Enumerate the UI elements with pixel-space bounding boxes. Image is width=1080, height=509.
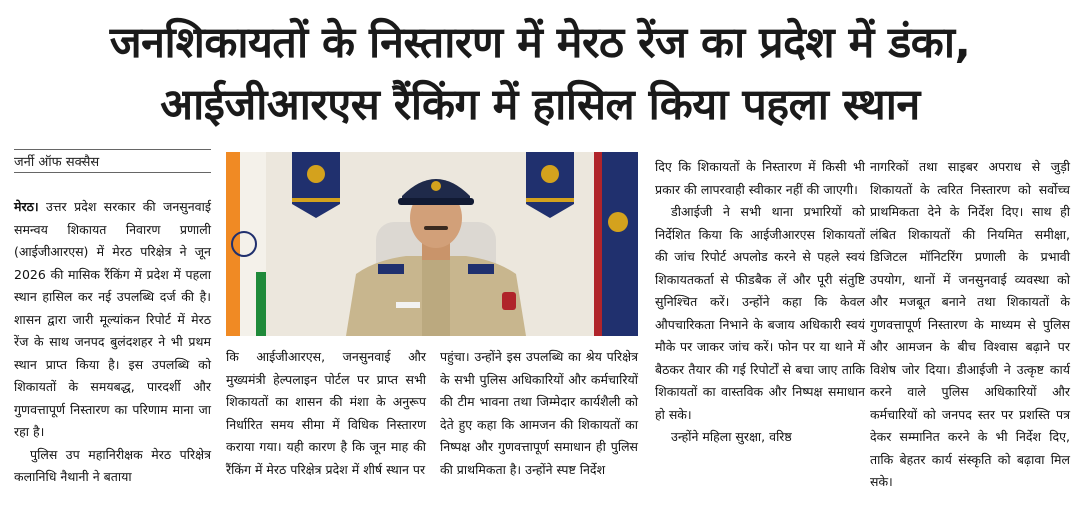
headline-line-2: आईजीआरएस रैंकिंग में हासिल किया पहला स्थान [160, 80, 920, 130]
paragraph: नागरिकों तथा साइबर अपराध से जुड़ी शिकायतों के त्वरित निस्तारण को सर्वोच्च प्राथमिकता देने के निर्देश दिए। साथ ही लंबित शिकायतों की नियमित समीक्षा, डिजिटल मॉनिटरिंग प्रणाली के प्रभावी उपयोग, थानों में जनसुनवाई व्यवस्था को और मजबूत बनाने तथा शिकायतों के गुणवत्तापूर्ण निस्तारण के माध्यम से पुलिस और आमजन के बीच विश्वास बढ़ाने पर विशेष जोर दिया। डीआईजी ने उत्कृष्ट कार्य करने वाले पुलिस अधिकारियों और कर्मचारियों को जनपद स्तर पर प्रशस्ति पत्र देकर सम्मानित करने के भी निर्देश दिए, ताकि बेहतर कार्य संस्कृति को बढ़ावा मिल सके। [870, 159, 1070, 489]
paragraph: उन्होंने महिला सुरक्षा, वरिष्ठ [671, 429, 792, 444]
byline: जर्नी ऑफ सक्सैस [14, 149, 211, 173]
paragraph: पुलिस उप महानिरीक्षक मेरठ परिक्षेत्र कलानिधि नैथानी ने बताया [14, 446, 211, 484]
dateline: मेरठ। [14, 199, 39, 214]
article-column-5 [870, 156, 1070, 494]
paragraph: दिए कि शिकायतों के निस्तारण में किसी भी प्रकार की लापरवाही स्वीकार नहीं की जाएगी। [655, 159, 865, 197]
officer-photo-illustration [226, 152, 638, 336]
article-photo [226, 152, 638, 336]
article-column-3 [440, 346, 638, 481]
paragraph: पहुंचा। उन्होंने इस उपलब्धि का श्रेय परिक्षेत्र के सभी पुलिस अधिकारियों और कर्मचारियों की टीम भावना तथा जिम्मेदार कार्यशैली को देते हुए कहा कि आमजन की शिकायतों का निष्पक्ष और गुणवत्तापूर्ण समाधान ही पुलिस की प्राथमिकता है। उन्होंने स्पष्ट निर्देश [440, 349, 638, 477]
paragraph [14, 196, 211, 444]
article-column-1 [14, 196, 211, 489]
paragraph: डीआईजी ने सभी थाना प्रभारियों को निर्देशित किया कि आईजीआरएस शिकायतों की जांच रिपोर्ट अपलोड करने से पहले स्वयं शिकायतकर्ता से फीडबैक लें और पूरी संतुष्टि सुनिश्चित करें। उन्होंने कहा कि केवल औपचारिकता निभाने के बजाय अधिकारी स्वयं मौके पर जाकर जांच करें। फोन पर या थाने में बैठकर तैयार की गई रिपोर्टों से बचा जाए ताकि शिकायतों का वास्तविक और निष्पक्ष समाधान हो सके। [655, 204, 865, 422]
paragraph: कि आईजीआरएस, जनसुनवाई और मुख्यमंत्री हेल्पलाइन पोर्टल पर प्राप्त सभी शिकायतों का शासन की मंशा के अनुरूप निर्धारित समय सीमा में विधिक निस्तारण कराया गया। यही कारण है कि जून माह की रैंकिंग में मेरठ परिक्षेत्र प्रदेश में शीर्ष स्थान पर [226, 349, 426, 477]
paragraph-text: उत्तर प्रदेश सरकार की जनसुनवाई समन्वय शिकायत निवारण प्रणाली (आईजीआरएस) में मेरठ परिक्षेत्र ने जून 2026 की मासिक रैंकिंग में प्रदेश में पहला स्थान हासिल कर नई उपलब्धि दर्ज की है। शासन द्वारा जारी मूल्यांकन रिपोर्ट में मेरठ रेंज के साथ जनपद बुलंदशहर ने भी प्रथम स्थान प्राप्त किया है। इस उपलब्धि को शिकायतों के समयबद्ध, पारदर्शी और गुणवत्तापूर्ण निस्तारण का परिणाम माना जा रहा है। [14, 199, 211, 439]
article-column-4 [655, 156, 865, 449]
headline-line-1: जनशिकायतों के निस्तारण में मेरठ रेंज का प्रदेश में डंका, [109, 18, 971, 68]
article-column-2 [226, 346, 426, 481]
